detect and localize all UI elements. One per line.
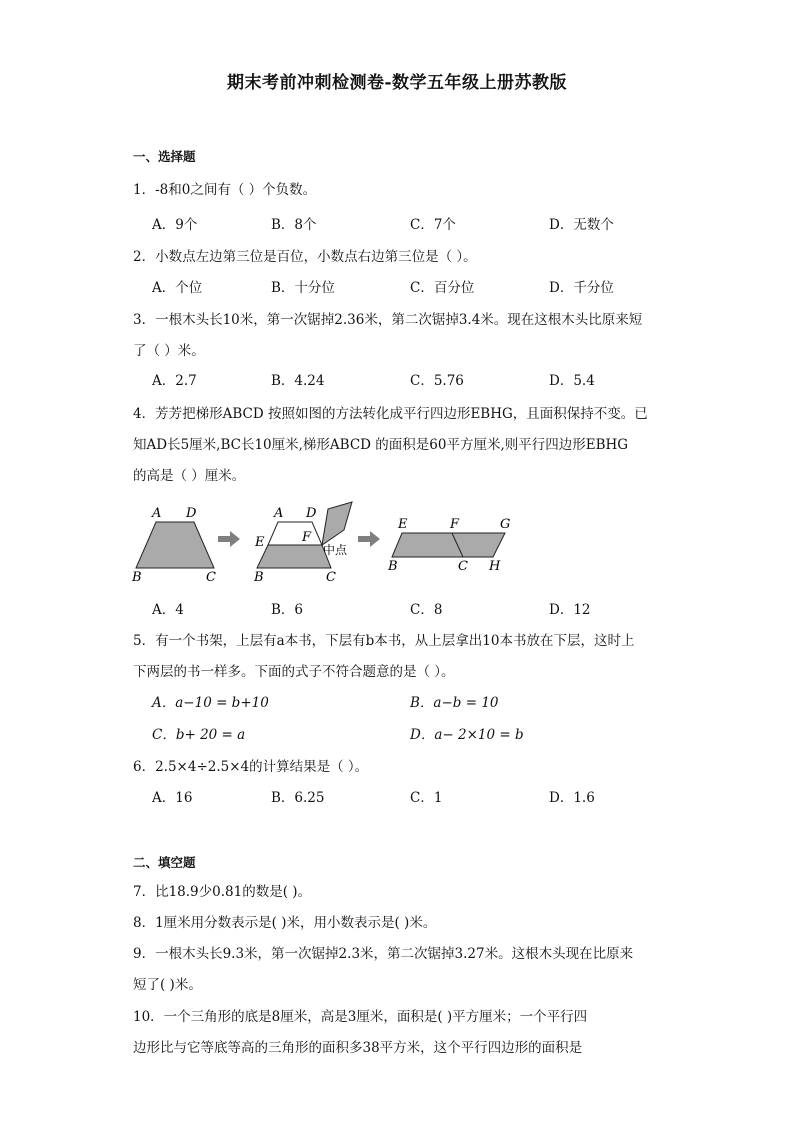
label-f-3: F — [450, 517, 460, 532]
q1-option-c[interactable]: C．7个 — [410, 217, 456, 233]
question-9-line-1: 9．一根木头长9.3米，第一次锯掉2.3米，第二次锯掉3.27米。这根木头现在比原来 — [133, 946, 634, 962]
question-9-line-2: 短了( )米。 — [133, 977, 202, 993]
question-5-line-1: 5．有一个书架，上层有a本书，下层有b本书，从上层拿出10本书放在下层，这时上 — [133, 633, 635, 649]
question-10-line-1: 10．一个三角形的底是8厘米，高是3厘米，面积是( )平方厘米；一个平行四 — [133, 1009, 588, 1025]
rotated-piece — [322, 502, 352, 545]
label-a-2: A — [274, 506, 284, 521]
cut-top-part — [268, 522, 322, 545]
label-f: F — [302, 530, 312, 545]
q3-option-d[interactable]: D．5.4 — [549, 373, 595, 389]
trapezoid-abcd-shape — [136, 522, 214, 568]
q3-option-a[interactable]: A．2.7 — [152, 373, 197, 389]
q1-option-d[interactable]: D．无数个 — [549, 217, 614, 233]
section-heading-choice: 一、选择题 — [133, 149, 196, 164]
q5-option-c[interactable]: C．b+ 20 = a — [152, 727, 246, 743]
q2-option-c[interactable]: C．百分位 — [410, 280, 475, 296]
question-4-line-3: 的高是（ ）厘米。 — [133, 468, 246, 484]
cut-bottom-part — [257, 545, 331, 568]
q2-option-b[interactable]: B．十分位 — [271, 280, 335, 296]
q5-option-d[interactable]: D．a− 2×10 = b — [410, 727, 524, 743]
q6-option-b[interactable]: B．6.25 — [271, 790, 325, 806]
arrow-right-icon-2 — [358, 531, 380, 547]
page-title: 期末考前冲刺检测卷-数学五年级上册苏教版 — [226, 73, 568, 93]
question-8: 8．1厘米用分数表示是( )米，用小数表示是( )米。 — [133, 915, 437, 931]
label-midpoint: 中点 — [323, 543, 348, 557]
question-1: 1．-8和0之间有（ ）个负数。 — [133, 182, 317, 198]
label-b-3: B — [388, 559, 398, 574]
label-d: D — [186, 506, 197, 521]
question-3-line-2: 了（ ）米。 — [133, 343, 205, 359]
section-heading-fill: 二、填空题 — [133, 855, 196, 870]
question-7: 7．比18.9少0.81的数是( )。 — [133, 884, 312, 900]
q3-option-c[interactable]: C．5.76 — [410, 373, 464, 389]
q4-option-c[interactable]: C．8 — [410, 602, 443, 618]
trapezoid-transformation-figure — [130, 500, 530, 590]
question-5-line-2: 下两层的书一样多。下面的式子不符合题意的是（ ）。 — [133, 664, 455, 680]
label-h: H — [489, 559, 501, 574]
label-b: B — [132, 570, 142, 585]
question-10-line-2: 边形比与它等底等高的三角形的面积多38平方米，这个平行四边形的面积是 — [133, 1040, 583, 1056]
q1-option-a[interactable]: A．9个 — [152, 217, 198, 233]
q5-option-b[interactable]: B．a−b = 10 — [410, 695, 499, 711]
label-c: C — [206, 570, 216, 585]
label-c-3: C — [458, 559, 468, 574]
q2-option-d[interactable]: D．千分位 — [549, 280, 614, 296]
q4-option-b[interactable]: B．6 — [271, 602, 304, 618]
label-b-2: B — [254, 570, 264, 585]
question-3-line-1: 3．一根木头长10米，第一次锯掉2.36米，第二次锯掉3.4米。现在这根木头比原来短 — [133, 312, 643, 328]
q4-option-d[interactable]: D．12 — [549, 602, 591, 618]
label-g: G — [500, 517, 511, 532]
question-6: 6．2.5×4÷2.5×4的计算结果是（ ）。 — [133, 759, 369, 775]
label-e: E — [255, 535, 265, 550]
label-a: A — [152, 506, 162, 521]
q6-option-d[interactable]: D．1.6 — [549, 790, 595, 806]
label-c-2: C — [326, 570, 336, 585]
label-d-2: D — [306, 506, 317, 521]
q2-option-a[interactable]: A．个位 — [152, 280, 203, 296]
label-e-3: E — [398, 517, 408, 532]
q3-option-b[interactable]: B．4.24 — [271, 373, 325, 389]
question-4-line-2: 知AD长5厘米,BC长10厘米,梯形ABCD 的面积是60平方厘米,则平行四边形EBHG — [133, 437, 629, 453]
question-4-line-1: 4．芳芳把梯形ABCD 按照如图的方法转化成平行四边形EBHG，且面积保持不变。已 — [133, 406, 648, 422]
arrow-right-icon — [218, 531, 240, 547]
q5-option-a[interactable]: A．a−10 = b+10 — [152, 695, 269, 711]
q4-option-a[interactable]: A．4 — [152, 602, 184, 618]
q6-option-c[interactable]: C．1 — [410, 790, 443, 806]
q1-option-b[interactable]: B．8个 — [271, 217, 317, 233]
q6-option-a[interactable]: A．16 — [152, 790, 193, 806]
question-2: 2．小数点左边第三位是百位，小数点右边第三位是（ ）。 — [133, 249, 477, 265]
parallelogram-ebhg-shape — [392, 533, 505, 557]
